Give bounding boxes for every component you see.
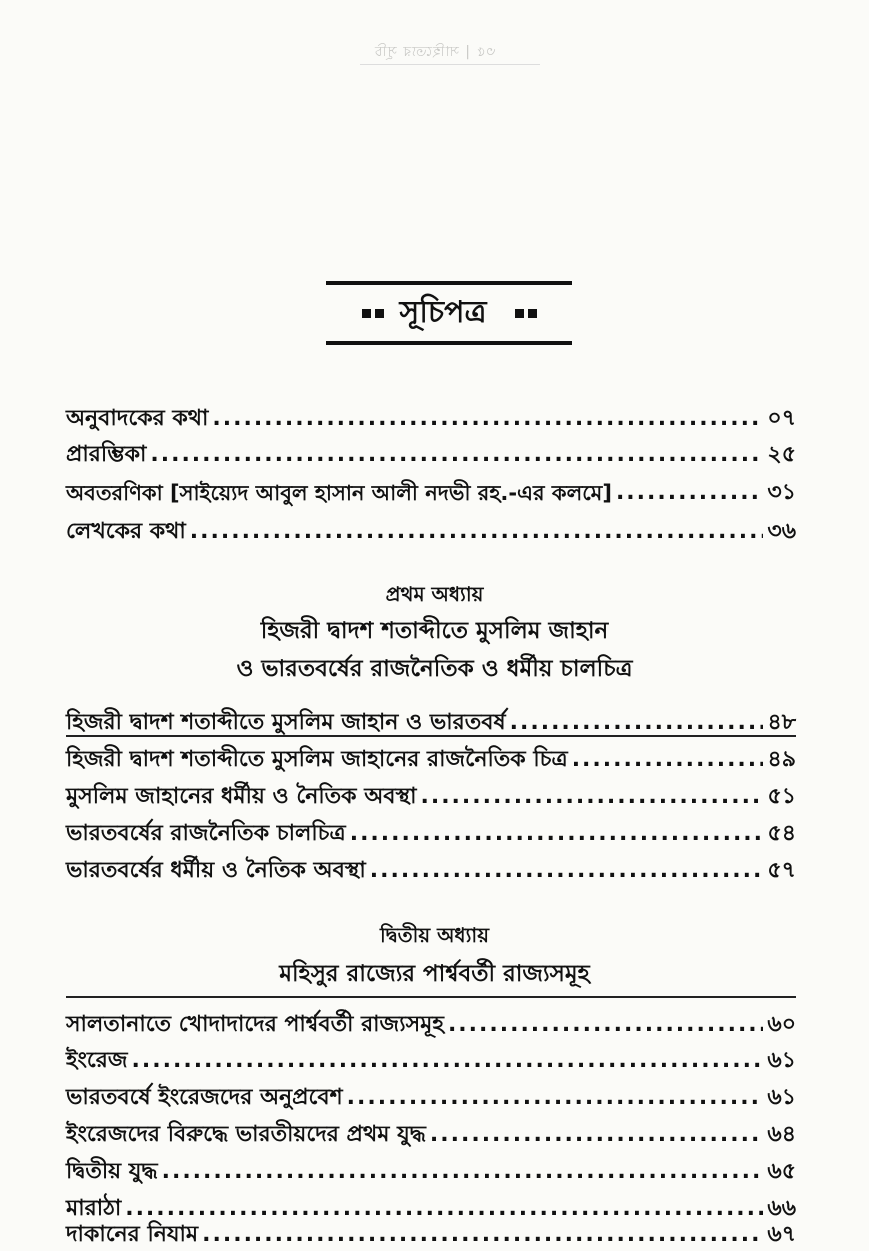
square-bullets-right-icon: [513, 309, 539, 318]
dot-leader: [572, 748, 764, 771]
entry-overline: [66, 996, 796, 998]
toc-entry-page: ৬১: [767, 1047, 796, 1073]
toc-entry[interactable]: [66, 392, 796, 430]
toc-entry-label: ইংরেজদের বিরুদ্ধে ভারতীয়দের প্রথম যুদ্ধ: [66, 1121, 426, 1147]
square-bullets-left-icon: [360, 309, 386, 318]
toc-entry-page: ৬৭: [767, 1221, 796, 1247]
toc-entry-page: ৫৭: [767, 857, 796, 883]
toc-title-box: [326, 281, 572, 345]
dot-leader: [347, 1086, 764, 1109]
dot-leader: [510, 711, 764, 734]
dot-leader: [212, 407, 763, 430]
toc-entry[interactable]: [66, 1071, 796, 1109]
toc-entry[interactable]: [66, 696, 796, 734]
toc-entry-label: ভারতবর্ষের রাজনৈতিক চালচিত্র: [66, 820, 346, 846]
dot-leader: [202, 1223, 763, 1246]
toc-entry[interactable]: [66, 770, 796, 808]
toc-entry-label: ভারতবর্ষের ধর্মীয় ও নৈতিক অবস্থা: [66, 857, 366, 883]
toc-entry[interactable]: [66, 998, 796, 1036]
bleed-through-header: [0, 40, 869, 64]
dot-leader: [430, 1123, 764, 1146]
toc-entry[interactable]: [66, 844, 796, 882]
toc-entry-page: ৩৬: [767, 518, 796, 544]
toc-entry-label: অবতরণিকা [সাইয়্যেদ আবুল হাসান আলী নদভী রহ.-এর কলমে]: [66, 480, 612, 505]
toc-entry-page: ৬৬: [767, 1195, 796, 1221]
toc-entry[interactable]: [66, 1108, 796, 1146]
toc-entry-page: ২৫: [767, 441, 796, 467]
toc-entry-label: ভারতবর্ষে ইংরেজদের অনুপ্রবেশ: [66, 1084, 343, 1110]
toc-entry-label: মারাঠা: [66, 1195, 122, 1221]
toc-entry-label: হিজরী দ্বাদশ শতাব্দীতে মুসলিম জাহান ও ভারতবর্ষ: [66, 709, 506, 735]
chapter2-title-line1: মহিসুর রাজ্যের পার্শ্ববর্তী রাজ্যসমূহ: [279, 961, 590, 987]
toc-entry-label: হিজরী দ্বাদশ শতাব্দীতে মুসলিম জাহানের রাজনৈতিক চিত্র: [66, 746, 568, 772]
toc-entry-page: ৫১: [767, 783, 796, 809]
toc-entry-label: প্রারম্ভিকা: [66, 441, 147, 467]
toc-entry[interactable]: [66, 1034, 796, 1072]
toc-entry-page: ০৭: [767, 405, 796, 431]
dot-leader: [150, 443, 763, 466]
toc-entry-label: সালতানাতে খোদাদাদের পার্শ্ববর্তী রাজ্যসমূহ: [66, 1011, 444, 1037]
toc-entry[interactable]: [66, 807, 796, 845]
dot-leader: [190, 520, 764, 543]
dot-leader: [448, 1013, 763, 1036]
bleed-header-text: ৩৫ | সাহিত্যের সূচি: [373, 44, 496, 60]
dot-leader: [162, 1160, 764, 1183]
bleed-rule: [360, 64, 540, 65]
toc-entry-page: ৬১: [767, 1084, 796, 1110]
toc-entry[interactable]: [66, 1145, 796, 1183]
toc-entry-label: ইংরেজ: [66, 1047, 128, 1073]
dot-leader: [132, 1049, 764, 1072]
toc-entry-label: দাকানের নিযাম: [66, 1221, 199, 1247]
chapter1-title-line2: ও ভারতবর্ষের রাজনৈতিক ও ধর্মীয় চালচিত্র: [236, 656, 633, 682]
toc-entry-label: অনুবাদকের কথা: [66, 405, 209, 431]
chapter1-title-line1: হিজরী দ্বাদশ শতাব্দীতে মুসলিম জাহান: [260, 618, 609, 644]
toc-entry[interactable]: [66, 733, 796, 771]
dot-leader: [420, 785, 763, 808]
dot-leader: [350, 822, 764, 845]
toc-entry-page: ৬৫: [767, 1158, 796, 1184]
toc-entry-label: মুসলিম জাহানের ধর্মীয় ও নৈতিক অবস্থা: [66, 783, 417, 809]
page-title: সূচিপত্র: [399, 295, 487, 330]
toc-entry-page: ৬৪: [767, 1121, 796, 1147]
dot-leader: [370, 859, 764, 882]
toc-entry-page: ৪৯: [767, 746, 796, 772]
toc-entry[interactable]: [66, 428, 796, 466]
toc-entry[interactable]: [66, 505, 796, 543]
dot-leader: [616, 481, 763, 504]
toc-entry[interactable]: [66, 1208, 796, 1246]
toc-entry-page: ৩১: [767, 479, 796, 505]
toc-entry-label: দ্বিতীয় যুদ্ধ: [66, 1158, 158, 1184]
toc-entry-page: ৬০: [767, 1011, 796, 1037]
chapter1-tag: প্রথম অধ্যায়: [385, 582, 484, 606]
chapter2-tag: দ্বিতীয় অধ্যায়: [380, 923, 489, 947]
toc-entry-page: ৪৮: [767, 709, 796, 735]
toc-entry-label: লেখকের কথা: [66, 518, 186, 544]
toc-entry[interactable]: [66, 466, 796, 504]
toc-entry-page: ৫৪: [767, 820, 796, 846]
